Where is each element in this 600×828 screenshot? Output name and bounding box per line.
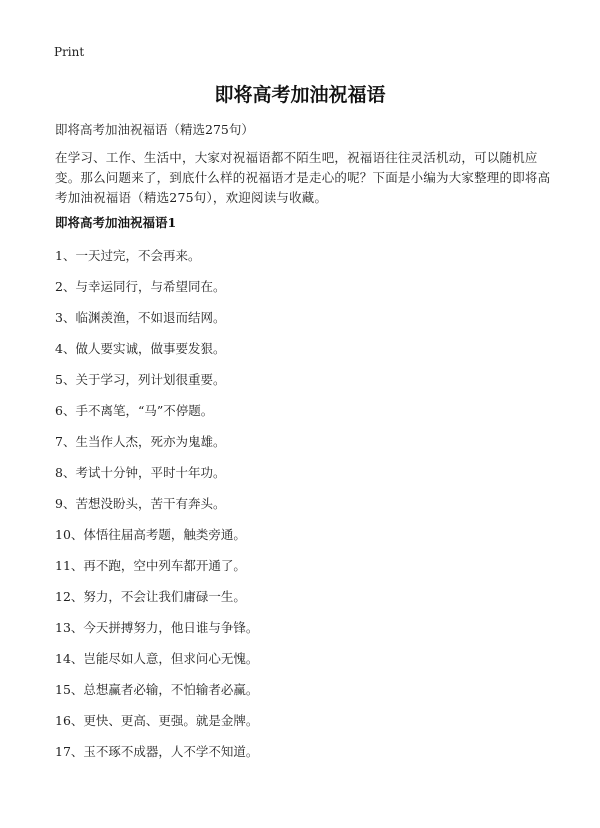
list-item: 9、苦想没盼头，苦干有奔头。 (55, 496, 226, 511)
list-item: 17、玉不琢不成器，人不学不知道。 (55, 744, 259, 759)
document-title: 即将高考加油祝福语 (214, 84, 386, 106)
list-item: 7、生当作人杰，死亦为鬼雄。 (55, 434, 226, 449)
list-item: 16、更快、更高、更强。就是金牌。 (55, 713, 259, 728)
list-item: 1、一天过完，不会再来。 (55, 248, 201, 263)
list-item: 10、体悟往届高考题，触类旁通。 (55, 527, 246, 542)
list-item: 4、做人要实诚，做事要发狠。 (55, 341, 226, 356)
list-item: 2、与幸运同行，与希望同在。 (55, 279, 226, 294)
list-item: 12、努力，不会让我们庸碌一生。 (55, 589, 246, 604)
list-item: 6、手不离笔，“马”不停题。 (55, 403, 214, 418)
list-item: 8、考试十分钟，平时十年功。 (55, 465, 226, 480)
document-subtitle: 即将高考加油祝福语（精选275句） (55, 122, 254, 137)
list-item: 14、岂能尽如人意，但求问心无愧。 (55, 651, 259, 666)
print-link[interactable]: Print (54, 45, 85, 59)
list-item: 15、总想赢者必输，不怕输者必赢。 (55, 682, 259, 697)
list-item: 3、临渊羡渔，不如退而结网。 (55, 310, 226, 325)
blessing-list (55, 248, 258, 775)
section-heading: 即将高考加油祝福语1 (55, 215, 177, 230)
list-item: 5、关于学习，列计划很重要。 (55, 372, 226, 387)
list-item: 11、再不跑，空中列车都开通了。 (55, 558, 246, 573)
intro-paragraph: 在学习、工作、生活中，大家对祝福语都不陌生吧，祝福语往往灵活机动，可以随机应变。那么问题来了，到底什么样的祝福语才是走心的呢？下面是小编为大家整理的即将高考加油祝福语（精选275句），欢迎阅读与收藏。 (55, 150, 551, 205)
list-item: 13、今天拼搏努力，他日谁与争锋。 (55, 620, 259, 635)
